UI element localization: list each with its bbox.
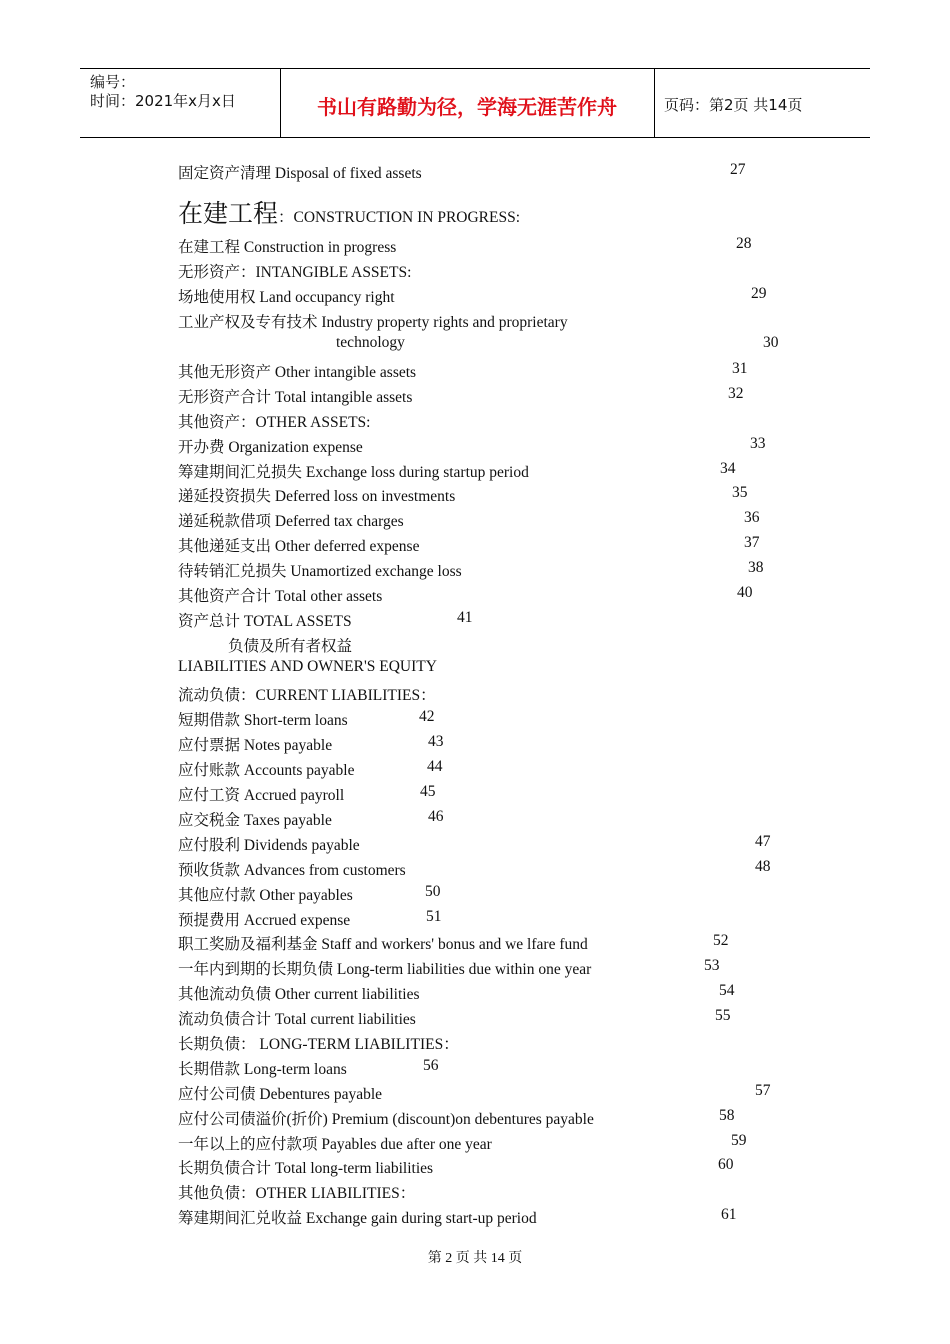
entry-text: 一年内到期的长期负债 Long-term liabilities due within one year bbox=[178, 961, 592, 978]
entry-number: 36 bbox=[744, 509, 760, 526]
section-heading: LIABILITIES AND OWNER'S EQUITY bbox=[178, 658, 437, 675]
entry-number: 60 bbox=[718, 1156, 734, 1173]
entry-number: 55 bbox=[715, 1007, 731, 1024]
entry-text: 工业产权及专有技术 Industry property rights and proprietary bbox=[178, 314, 568, 331]
section-heading: 无形资产：INTANGIBLE ASSETS: bbox=[178, 264, 412, 281]
entry-text: 其他递延支出 Other deferred expense bbox=[178, 538, 420, 555]
entry-text: 应付票据 Notes payable bbox=[178, 737, 333, 754]
entry-text: 应付账款 Accounts payable bbox=[178, 762, 355, 779]
entry-text: 开办费 Organization expense bbox=[178, 439, 363, 456]
entry-text: 职工奖励及福利基金 Staff and workers' bonus and we lfare fund bbox=[178, 936, 588, 953]
page-header bbox=[80, 68, 870, 138]
entry-number: 33 bbox=[750, 435, 766, 452]
entry-number: 30 bbox=[763, 334, 779, 351]
header-motto: 书山有路勤为径，学海无涯苦作舟 bbox=[317, 95, 617, 119]
entry-number: 58 bbox=[719, 1107, 735, 1124]
entry-number: 57 bbox=[755, 1082, 771, 1099]
entry-number: 41 bbox=[457, 609, 473, 626]
entry-number: 48 bbox=[755, 858, 771, 875]
entry-text: 应付工资 Accrued payroll bbox=[178, 787, 345, 804]
entry-number: 32 bbox=[728, 385, 744, 402]
page-footer: 第 2 页 共 14 页 bbox=[427, 1251, 523, 1266]
entry-number: 45 bbox=[420, 783, 436, 800]
section-heading: 其他资产：OTHER ASSETS: bbox=[178, 414, 371, 431]
entry-number: 53 bbox=[704, 957, 720, 974]
entry-number: 28 bbox=[736, 235, 752, 252]
entry-text: 其他应付款 Other payables bbox=[178, 887, 353, 904]
section-heading: 长期负债： LONG-TERM LIABILITIES： bbox=[178, 1036, 459, 1053]
entry-number: 38 bbox=[748, 559, 764, 576]
entry-text: 一年以上的应付款项 Payables due after one year bbox=[178, 1136, 492, 1153]
entry-text: 长期借款 Long-term loans bbox=[178, 1061, 347, 1078]
entry-text: 其他无形资产 Other intangible assets bbox=[178, 364, 417, 381]
entry-number: 29 bbox=[751, 285, 767, 302]
section-heading-big: 在建工程 bbox=[178, 201, 279, 228]
entry-text: 待转销汇兑损失 Unamortized exchange loss bbox=[178, 563, 462, 580]
entry-text: 预收货款 Advances from customers bbox=[178, 862, 406, 879]
entry-number: 44 bbox=[427, 758, 443, 775]
entry-number: 42 bbox=[419, 708, 435, 725]
entry-number: 43 bbox=[428, 733, 444, 750]
document-time-label: 时间：2021年x月x日 bbox=[90, 92, 236, 110]
entry-number: 59 bbox=[731, 1132, 747, 1149]
section-heading: 负债及所有者权益 bbox=[228, 638, 353, 655]
entry-number: 50 bbox=[425, 883, 441, 900]
entry-number: 52 bbox=[713, 932, 729, 949]
entry-text: 流动负债合计 Total current liabilities bbox=[178, 1011, 416, 1028]
entry-text: 其他资产合计 Total other assets bbox=[178, 588, 383, 605]
entry-number: 47 bbox=[755, 833, 771, 850]
section-heading bbox=[178, 194, 520, 230]
section-heading-text: ：CONSTRUCTION IN PROGRESS: bbox=[278, 209, 521, 226]
entry-text: 递延税款借项 Deferred tax charges bbox=[178, 513, 404, 530]
entry-number: 37 bbox=[744, 534, 760, 551]
entry-text: 筹建期间汇兑收益 Exchange gain during start-up period bbox=[178, 1210, 537, 1227]
header-divider bbox=[654, 69, 655, 137]
entry-number: 61 bbox=[721, 1206, 737, 1223]
header-page-info: 页码：第2页 共14页 bbox=[664, 96, 803, 114]
entry-text: 应付公司债溢价(折价) Premium (discount)on debentures payable bbox=[178, 1111, 594, 1128]
entry-text: 预提费用 Accrued expense bbox=[178, 912, 351, 929]
entry-text: 在建工程 Construction in progress bbox=[178, 239, 397, 256]
entry-text: 应付股利 Dividends payable bbox=[178, 837, 360, 854]
entry-number: 35 bbox=[732, 484, 748, 501]
entry-text: technology bbox=[336, 334, 405, 351]
entry-number: 34 bbox=[720, 460, 736, 477]
entry-number: 31 bbox=[732, 360, 748, 377]
entry-text: 其他流动负债 Other current liabilities bbox=[178, 986, 420, 1003]
entry-text: 长期负债合计 Total long-term liabilities bbox=[178, 1160, 434, 1177]
entry-number: 46 bbox=[428, 808, 444, 825]
section-heading: 其他负债：OTHER LIABILITIES： bbox=[178, 1185, 416, 1202]
entry-text: 应付公司债 Debentures payable bbox=[178, 1086, 383, 1103]
entry-number: 54 bbox=[719, 982, 735, 999]
entry-number: 56 bbox=[423, 1057, 439, 1074]
entry-text: 场地使用权 Land occupancy right bbox=[178, 289, 395, 306]
section-heading: 流动负债：CURRENT LIABILITIES： bbox=[178, 687, 436, 704]
entry-text: 递延投资损失 Deferred loss on investments bbox=[178, 488, 456, 505]
entry-number: 27 bbox=[730, 161, 746, 178]
entry-text: 无形资产合计 Total intangible assets bbox=[178, 389, 413, 406]
entry-text: 资产总计 TOTAL ASSETS bbox=[178, 613, 352, 630]
entry-text: 应交税金 Taxes payable bbox=[178, 812, 332, 829]
entry-text: 固定资产清理 Disposal of fixed assets bbox=[178, 165, 422, 182]
document-number-label: 编号： bbox=[90, 73, 136, 91]
entry-text: 筹建期间汇兑损失 Exchange loss during startup period bbox=[178, 464, 529, 481]
entry-number: 51 bbox=[426, 908, 442, 925]
entry-number: 40 bbox=[737, 584, 753, 601]
entry-text: 短期借款 Short-term loans bbox=[178, 712, 348, 729]
